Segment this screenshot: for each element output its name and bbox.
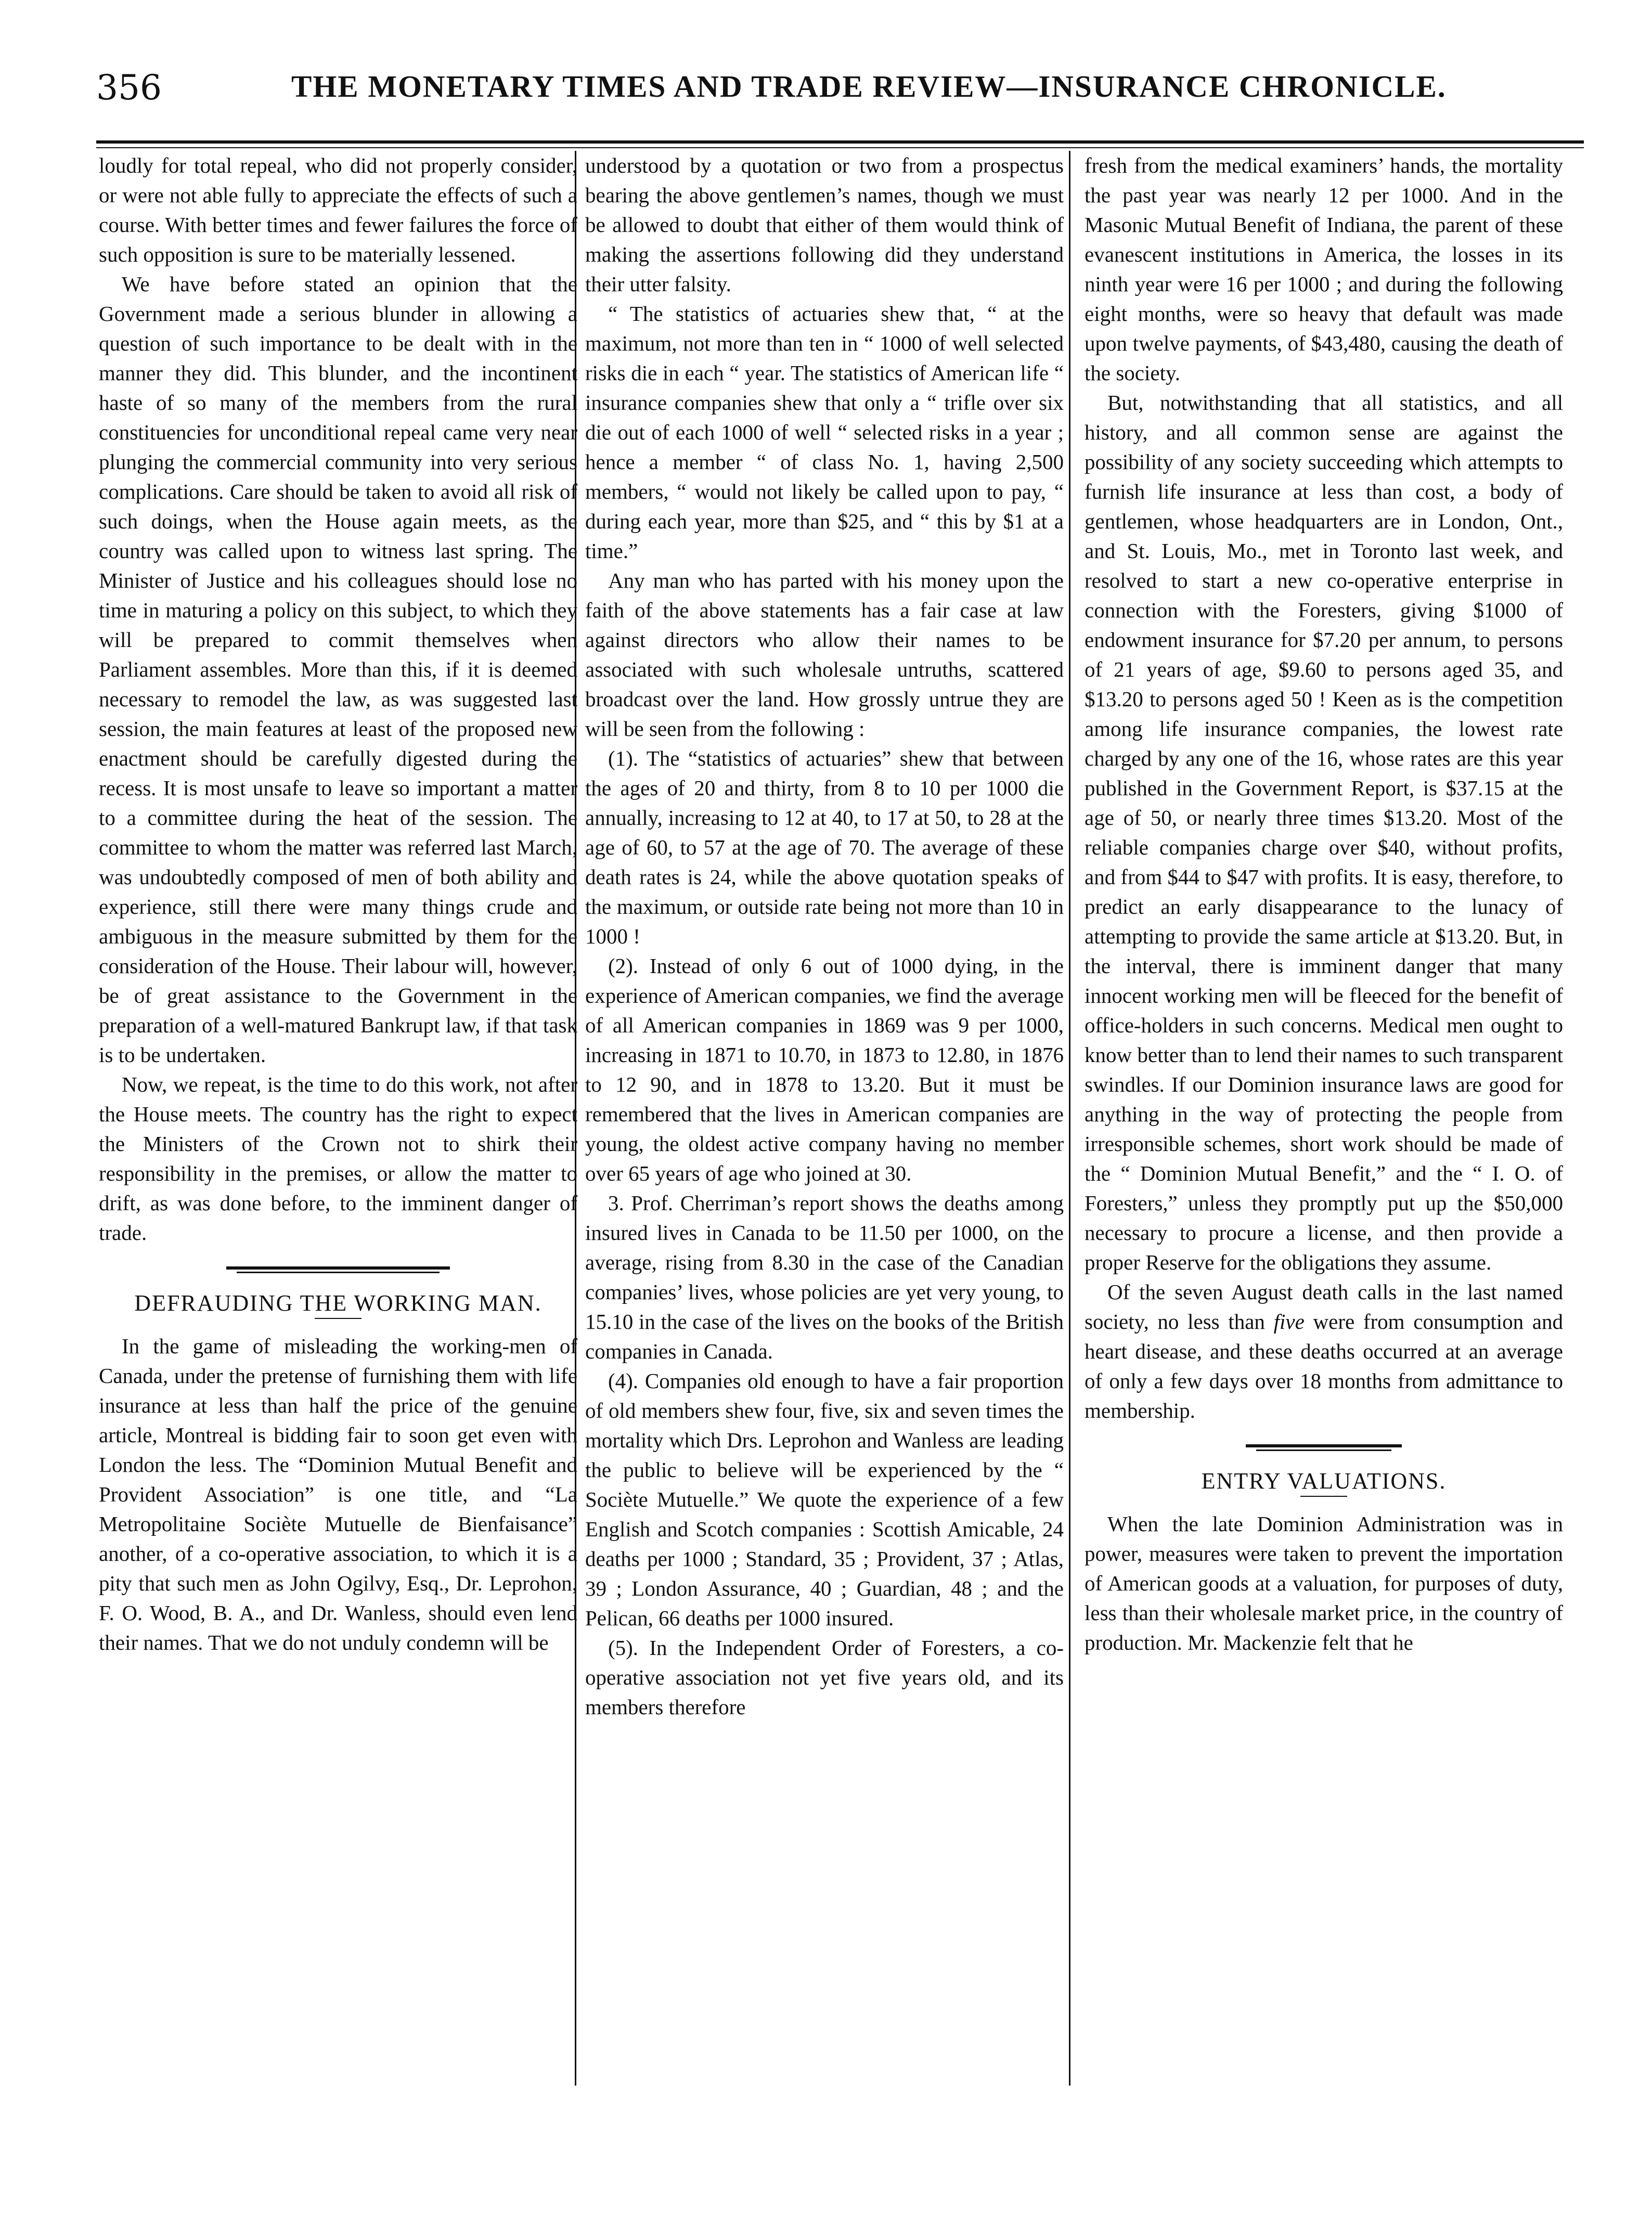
column-1	[99, 151, 577, 1658]
paragraph: (1). The “statistics of actuaries” shew that between the ages of 20 and thirty, from 8 to 10 per 1000 die annually, increasing to 12 at 40, to 17 at 50, to 28 at the age of 60, to 57 at the age of 70. The average of these death rates is 24, while the above quotation speaks of the maximum, or outside rate being not more than 10 in 1000 !	[585, 746, 1064, 948]
section-ornament-rule	[226, 1266, 450, 1274]
paragraph: understood by a quotation or two from a prospectus bearing the above gentlemen’s names, though we must be allowed to doubt that either of them would think of making the assertions following did they understand their utter falsity.	[585, 153, 1064, 296]
page-header	[96, 62, 1589, 125]
paragraph	[1085, 1277, 1563, 1426]
paragraph: When the late Dominion Administration was in power, measures were taken to prevent the importation of American goods at a valuation, for purposes of duty, less than their wholesale market price, in the country of production. Mr. Mackenzie felt that he	[1085, 1512, 1563, 1654]
paragraph: (4). Companies old enough to have a fair proportion of old members shew four, five, six and seven times the mortality which Drs. Leprohon and Wanless are leading the public to believe will be experienced by the “ Sociète Mutuelle.” We quote the experience of a few English and Scotch companies : Scottish Amicable, 24 deaths per 1000 ; Standard, 35 ; Provident, 37 ; Atlas, 39 ; London Assurance, 40 ; Guardian, 48 ; and the Pelican, 66 deaths per 1000 insured.	[585, 1369, 1064, 1630]
paragraph: (5). In the Independent Order of Foresters, a co-operative association not yet five years old, and its members therefore	[585, 1636, 1064, 1719]
paragraph: Any man who has parted with his money upon the faith of the above statements has a fair case at law against directors who allow their names to be associated with such wholesale untruths, scattered broadcast over the land. How grossly untrue they are will be seen from the following :	[585, 568, 1064, 741]
text-run: were from consumption and heart disease, and these deaths occurred at an average of only a few days over 18 months from admittance to membership.	[1085, 1310, 1563, 1422]
paragraph: 3. Prof. Cherriman’s report shows the deaths among insured lives in Canada to be 11.50 per 1000, on the average, rising from 8.30 in the case of the Canadian companies’ lives, whose policies are yet very young, to 15.10 in the case of the lives on the books of the British companies in Canada.	[585, 1191, 1064, 1363]
heading-underline	[1300, 1496, 1347, 1497]
column-3	[1085, 151, 1563, 1658]
paragraph: In the game of misleading the working-men of Canada, under the pretense of furnishing them with life insurance at less than half the price of the genuine article, Montreal is bidding fair to soon get even with London the less. The “Dominion Mutual Benefit and Provident Association” is one title, and “La Metropolitaine Sociète Mutuelle de Bienfaisance” another, of a co-operative association, to which it is a pity that such men as John Ogilvy, Esq., Dr. Leprohon, F. O. Wood, B. A., and Dr. Wanless, should even lend their names. That we do not unduly condemn will be	[99, 1334, 577, 1654]
article-heading: ENTRY VALUATIONS.	[1201, 1468, 1447, 1494]
running-title: THE MONETARY TIMES AND TRADE REVIEW—INSURANCE CHRONICLE.	[291, 69, 1447, 103]
text-run: Of the seven August death calls in the last named society, no less than	[1085, 1280, 1563, 1334]
column-divider	[1069, 151, 1070, 2086]
section-ornament-rule	[1246, 1444, 1402, 1452]
header-rule-thin	[96, 147, 1584, 148]
paragraph: (2). Instead of only 6 out of 1000 dying, in the experience of American companies, we find the average of all American companies in 1869 was 9 per 1000, increasing in 1871 to 10.70, in 1873 to 12.80, in 1876 to 12 90, and in 1878 to 13.20. But it must be remembered that the lives in American companies are young, the oldest active company having no member over 65 years of age who joined at 30.	[585, 954, 1064, 1185]
paragraph: But, notwithstanding that all statistics, and all history, and all common sense are against the possibility of any society succeeding which attempts to furnish life insurance at less than cost, a body of gentlemen, whose headquarters are in London, Ont., and St. Louis, Mo., met in Toronto last week, and resolved to start a new co-operative enterprise in connection with the Foresters, giving $1000 of endowment insurance for $7.20 per annum, to persons of 21 years of age, $9.60 to persons aged 35, and $13.20 to persons aged 50 ! Keen as is the competition among life insurance companies, the lowest rate charged by any one of the 16, whose rates are this year published in the Government Report, is $37.15 at the age of 50, or nearly three times $13.20. Most of the reliable companies charge over $40, without profits, and from $44 to $47 with profits. It is easy, therefore, to predict an early disappearance to the lunacy of attempting to provide the same article at $13.20. But, in the interval, there is imminent danger that many innocent working men will be fleeced for the benefit of office-holders in such concerns. Medical men ought to know better than to lend their names to such transparent swindles. If our Dominion insurance laws are good for anything in the way of protecting the people from irresponsible schemes, short work should be made of the “ Dominion Mutual Benefit,” and the “ I. O. of Foresters,” unless they promptly put up the $50,000 necessary to procure a license, and then provide a proper Reserve for the obligations they assume.	[1085, 391, 1563, 1274]
page-number: 356	[96, 68, 162, 108]
paragraph: Now, we repeat, is the time to do this work, not after the House meets. The country has the right to expect the Ministers of the Crown not to shirk their responsibility in the premises, or allow the matter to drift, as was done before, to the imminent danger of trade.	[99, 1072, 577, 1245]
quotation-paragraph: “ The statistics of actuaries shew that, “ at the maximum, not more than ten in “ 1000 of well selected risks die in each “ year. The statistics of American life “ insurance companies shew that only a “ trifle over six die out of each 1000 of well “ selected risks in a year ; hence a member “ of class No. 1, having 2,500 members, “ would not likely be called upon to pay, “ during each year, more than $25, and “ this by $1 at a time.”	[585, 302, 1064, 563]
paragraph: We have before stated an opinion that the Government made a serious blunder in allowing a question of such importance to be dealt with in the manner they did. This blunder, and the incontinent haste of so many of the members from the rural constituencies for unconditional repeal came very near plunging the commercial community into very serious complications. Care should be taken to avoid all risk of such doings, when the House again meets, as the country was called upon to witness last spring. The Minister of Justice and his colleagues should lose no time in maturing a policy on this subject, to which they will be prepared to commit themselves when Parliament assembles. More than this, if it is deemed necessary to remodel the law, as was suggested last session, the main features at least of the proposed new enactment should be carefully digested during the recess. It is most unsafe to leave so important a matter to a committee during the heat of the session. The committee to whom the matter was referred last March, was undoubtedly composed of men of both ability and experience, still there were many things crude and ambiguous in the measure submitted by them for the consideration of the House. Their labour will, however, be of great assistance to the Government in the preparation of a well-matured Bankrupt law, if that task is to be undertaken.	[99, 272, 577, 1067]
italic-word: five	[1273, 1310, 1305, 1334]
paragraph: loudly for total repeal, who did not properly consider, or were not able fully to appreciate the effects of such a course. With better times and fewer failures the force of such opposition is sure to be materially lessened.	[99, 153, 577, 266]
paragraph: fresh from the medical examiners’ hands, the mortality the past year was nearly 12 per 1000. And in the Masonic Mutual Benefit of Indiana, the parent of these evanescent institutions in America, the losses in its ninth year were 16 per 1000 ; and during the following eight months, were so heavy that default was made upon twelve payments, of $43,480, causing the death of the society.	[1085, 153, 1563, 385]
heading-underline	[315, 1318, 362, 1319]
article-heading: DEFRAUDING THE WORKING MAN.	[134, 1290, 542, 1316]
header-rule-thick	[96, 140, 1584, 144]
column-2	[585, 151, 1064, 1722]
